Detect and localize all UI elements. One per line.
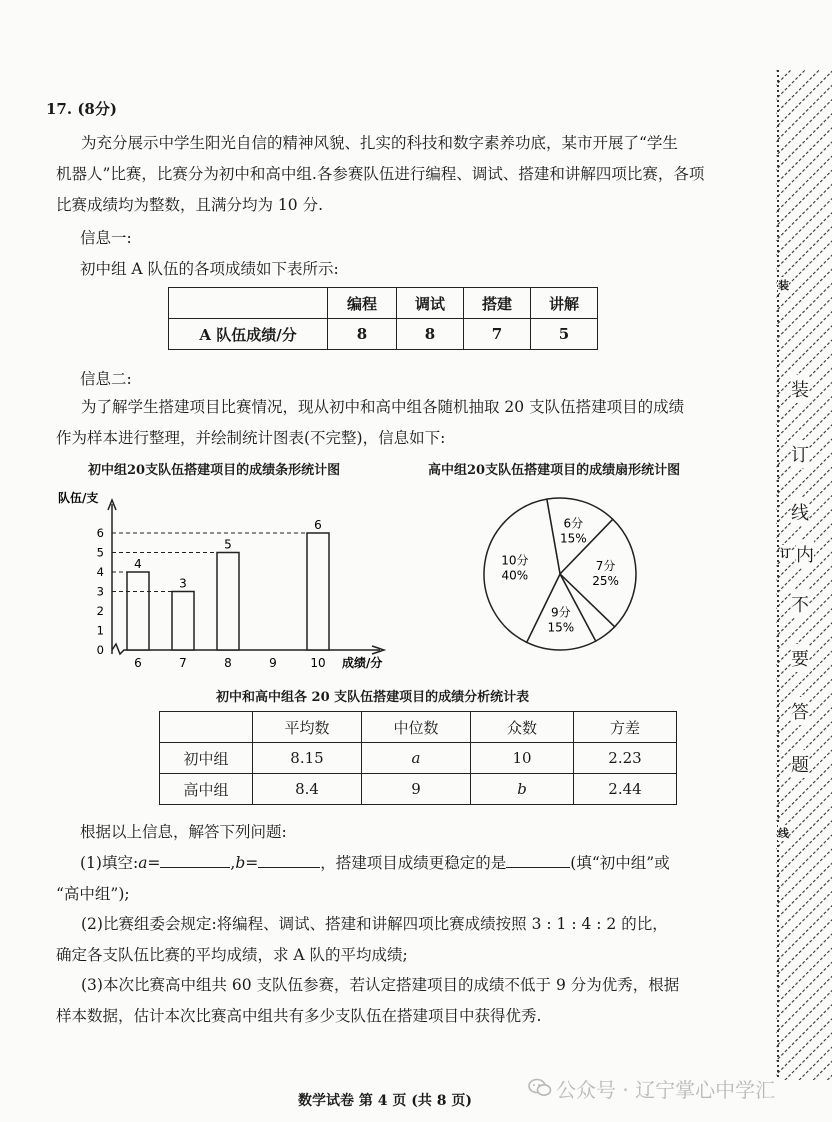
bar-7 [172,592,194,651]
answer-intro: 根据以上信息，解答下列问题: [80,823,287,841]
watermark: 公众号 · 辽宁掌心中学汇 [556,1078,776,1102]
pie-slice-label: 9分 [550,605,571,620]
q1-middle: ，搭建项目成绩更稳定的是 [320,854,507,872]
page-footer: 数学试卷 第 4 页 (共 8 页) [298,1093,472,1109]
binding-side-label-3: 线 [778,827,789,840]
info2-line-2: 作为样本进行整理，并绘制统计图表(不完整)，信息如下: [56,429,446,447]
row-label: A 队伍成绩/分 [169,319,328,350]
answer-blank-stable-group[interactable] [506,851,570,868]
bar-6 [127,572,149,650]
intro-line-2: 机器人”比赛，比赛分为初中和高中组.各参赛队伍进行编程、调试、搭建和讲解四项比赛，各项 [56,165,705,183]
stats-corner-cell [160,712,253,743]
y-tick-label: 2 [96,604,104,618]
y-tick-label: 3 [96,584,104,599]
pie-slice-label: 6分 [563,516,584,531]
group-label: 初中组 [160,743,253,774]
variance-value: 2.44 [574,774,677,805]
header-building: 搭建 [464,288,531,319]
binding-side-label-1: 装 [778,279,789,292]
bar-data-label: 6 [314,518,322,532]
info2-label: 信息二: [80,370,132,388]
intro-line-3: 比赛成绩均为整数，且满分均为 10 分. [56,196,324,214]
y-tick-label: 6 [96,526,104,540]
bar-8 [217,553,239,651]
variance-value: 2.23 [574,743,677,774]
table-header-row [169,288,598,319]
bar-data-label: 4 [134,557,142,571]
table-row [160,743,677,774]
stats-table [159,711,677,805]
y-axis-title: 队伍/支 [58,491,99,505]
info1-text: 初中组 A 队伍的各项成绩如下表所示: [80,260,339,278]
pie-slice-label: 7分 [595,559,616,574]
wechat-icon [528,1078,552,1098]
x-tick-label: 6 [134,656,142,670]
y-tick-label: 4 [96,565,104,579]
binding-char-6: 要 [791,644,809,672]
bar-chart [50,486,410,676]
answer-blank-b[interactable] [258,851,320,868]
median-value: a [362,743,471,774]
x-tick-label: 9 [269,656,277,670]
q1-a-label: a= [138,854,161,872]
table-corner-cell [169,288,328,319]
binding-strip [776,70,832,1080]
info2-line-1: 为了解学生搭建项目比赛情况，现从初中和高中组各随机抽取 20 支队伍搭建项目的成绩 [81,398,685,416]
q1-line-2: “高中组”); [56,885,130,903]
table-row [169,319,598,350]
bar-chart-title: 初中组20支队伍搭建项目的成绩条形统计图 [88,463,341,478]
q1-suffix: (填“初中组”或 [570,854,670,872]
header-mean: 平均数 [253,712,362,743]
y-tick-label: 5 [96,545,104,560]
binding-hatch [776,70,832,1080]
bar-data-label: 3 [179,576,187,591]
score-programming: 8 [328,319,397,350]
pie-slice-percent: 40% [501,568,529,583]
q1-b-label: b= [235,854,259,872]
binding-char-8: 题 [791,750,809,778]
pie-chart [470,492,650,662]
x-axis [112,644,380,654]
answer-blank-a[interactable] [160,851,230,868]
q1-line: (1)填空:a= ,b= ，搭建项目成绩更稳定的是 (填“初中组”或 [80,851,670,873]
header-programming: 编程 [328,288,397,319]
binding-char-3: 线 [791,498,809,526]
x-tick-label: 7 [179,656,187,670]
table-row [160,774,677,805]
y-tick-label: 0 [96,643,104,657]
team-a-score-table [168,287,598,350]
q3-line-1: (3)本次比赛高中组共 60 支队伍参赛，若认定搭建项目的成绩不低于 9 分为优秀，根据 [81,976,680,994]
pie-slice-percent: 15% [547,620,575,635]
group-label: 高中组 [160,774,253,805]
question-number: 17. (8分) [46,100,117,118]
mode-value: 10 [471,743,574,774]
info2-paragraph [56,392,746,454]
score-building: 7 [464,319,531,350]
score-presenting: 5 [531,319,598,350]
pie-slice-percent: 15% [559,531,587,546]
score-debugging: 8 [397,319,464,350]
intro-line-1: 为充分展示中学生阳光自信的精神风貌、扎实的科技和数字素养功底，某市开展了“学生 [81,134,678,152]
stats-header-row [160,712,677,743]
binding-char-5: 不 [791,590,809,618]
header-mode: 众数 [471,712,574,743]
info1-label: 信息一: [80,229,132,247]
y-tick-label: 1 [96,623,104,638]
bar-data-label: 5 [224,537,232,552]
binding-side-label-2: 订 [780,547,791,560]
binding-char-4: 内 [796,540,814,568]
stats-table-title: 初中和高中组各 20 支队伍搭建项目的成绩分析统计表 [216,690,530,705]
x-tick-label: 10 [310,656,326,670]
median-value: 9 [362,774,471,805]
mode-value: b [471,774,574,805]
mean-value: 8.4 [253,774,362,805]
q3-paragraph [56,970,746,1032]
header-debugging: 调试 [397,288,464,319]
q2-paragraph [56,909,746,971]
pie-slice-percent: 25% [592,574,619,589]
binding-char-2: 订 [791,440,809,468]
q2-line-1: (2)比赛组委会规定:将编程、调试、搭建和讲解四项比赛成绩按照 3 : 1 : 4 : 2 的比， [81,915,668,933]
question-intro [56,128,746,221]
header-variance: 方差 [574,712,677,743]
pie-slice-label: 10分 [501,553,529,568]
q2-line-2: 确定各支队伍比赛的平均成绩，求 A 队的平均成绩; [56,946,408,964]
mean-value: 8.15 [253,743,362,774]
binding-char-7: 答 [791,697,809,725]
header-median: 中位数 [362,712,471,743]
x-tick-label: 8 [224,656,232,670]
x-axis-title: 成绩/分 [342,656,383,670]
q3-line-2: 样本数据，估计本次比赛高中组共有多少支队伍在搭建项目中获得优秀. [56,1007,542,1025]
q1-prefix: (1)填空: [80,854,139,872]
pie-chart-title: 高中组20支队伍搭建项目的成绩扇形统计图 [428,463,681,478]
bar-10 [307,533,329,650]
binding-char-1: 装 [791,375,809,403]
header-presenting: 讲解 [531,288,598,319]
